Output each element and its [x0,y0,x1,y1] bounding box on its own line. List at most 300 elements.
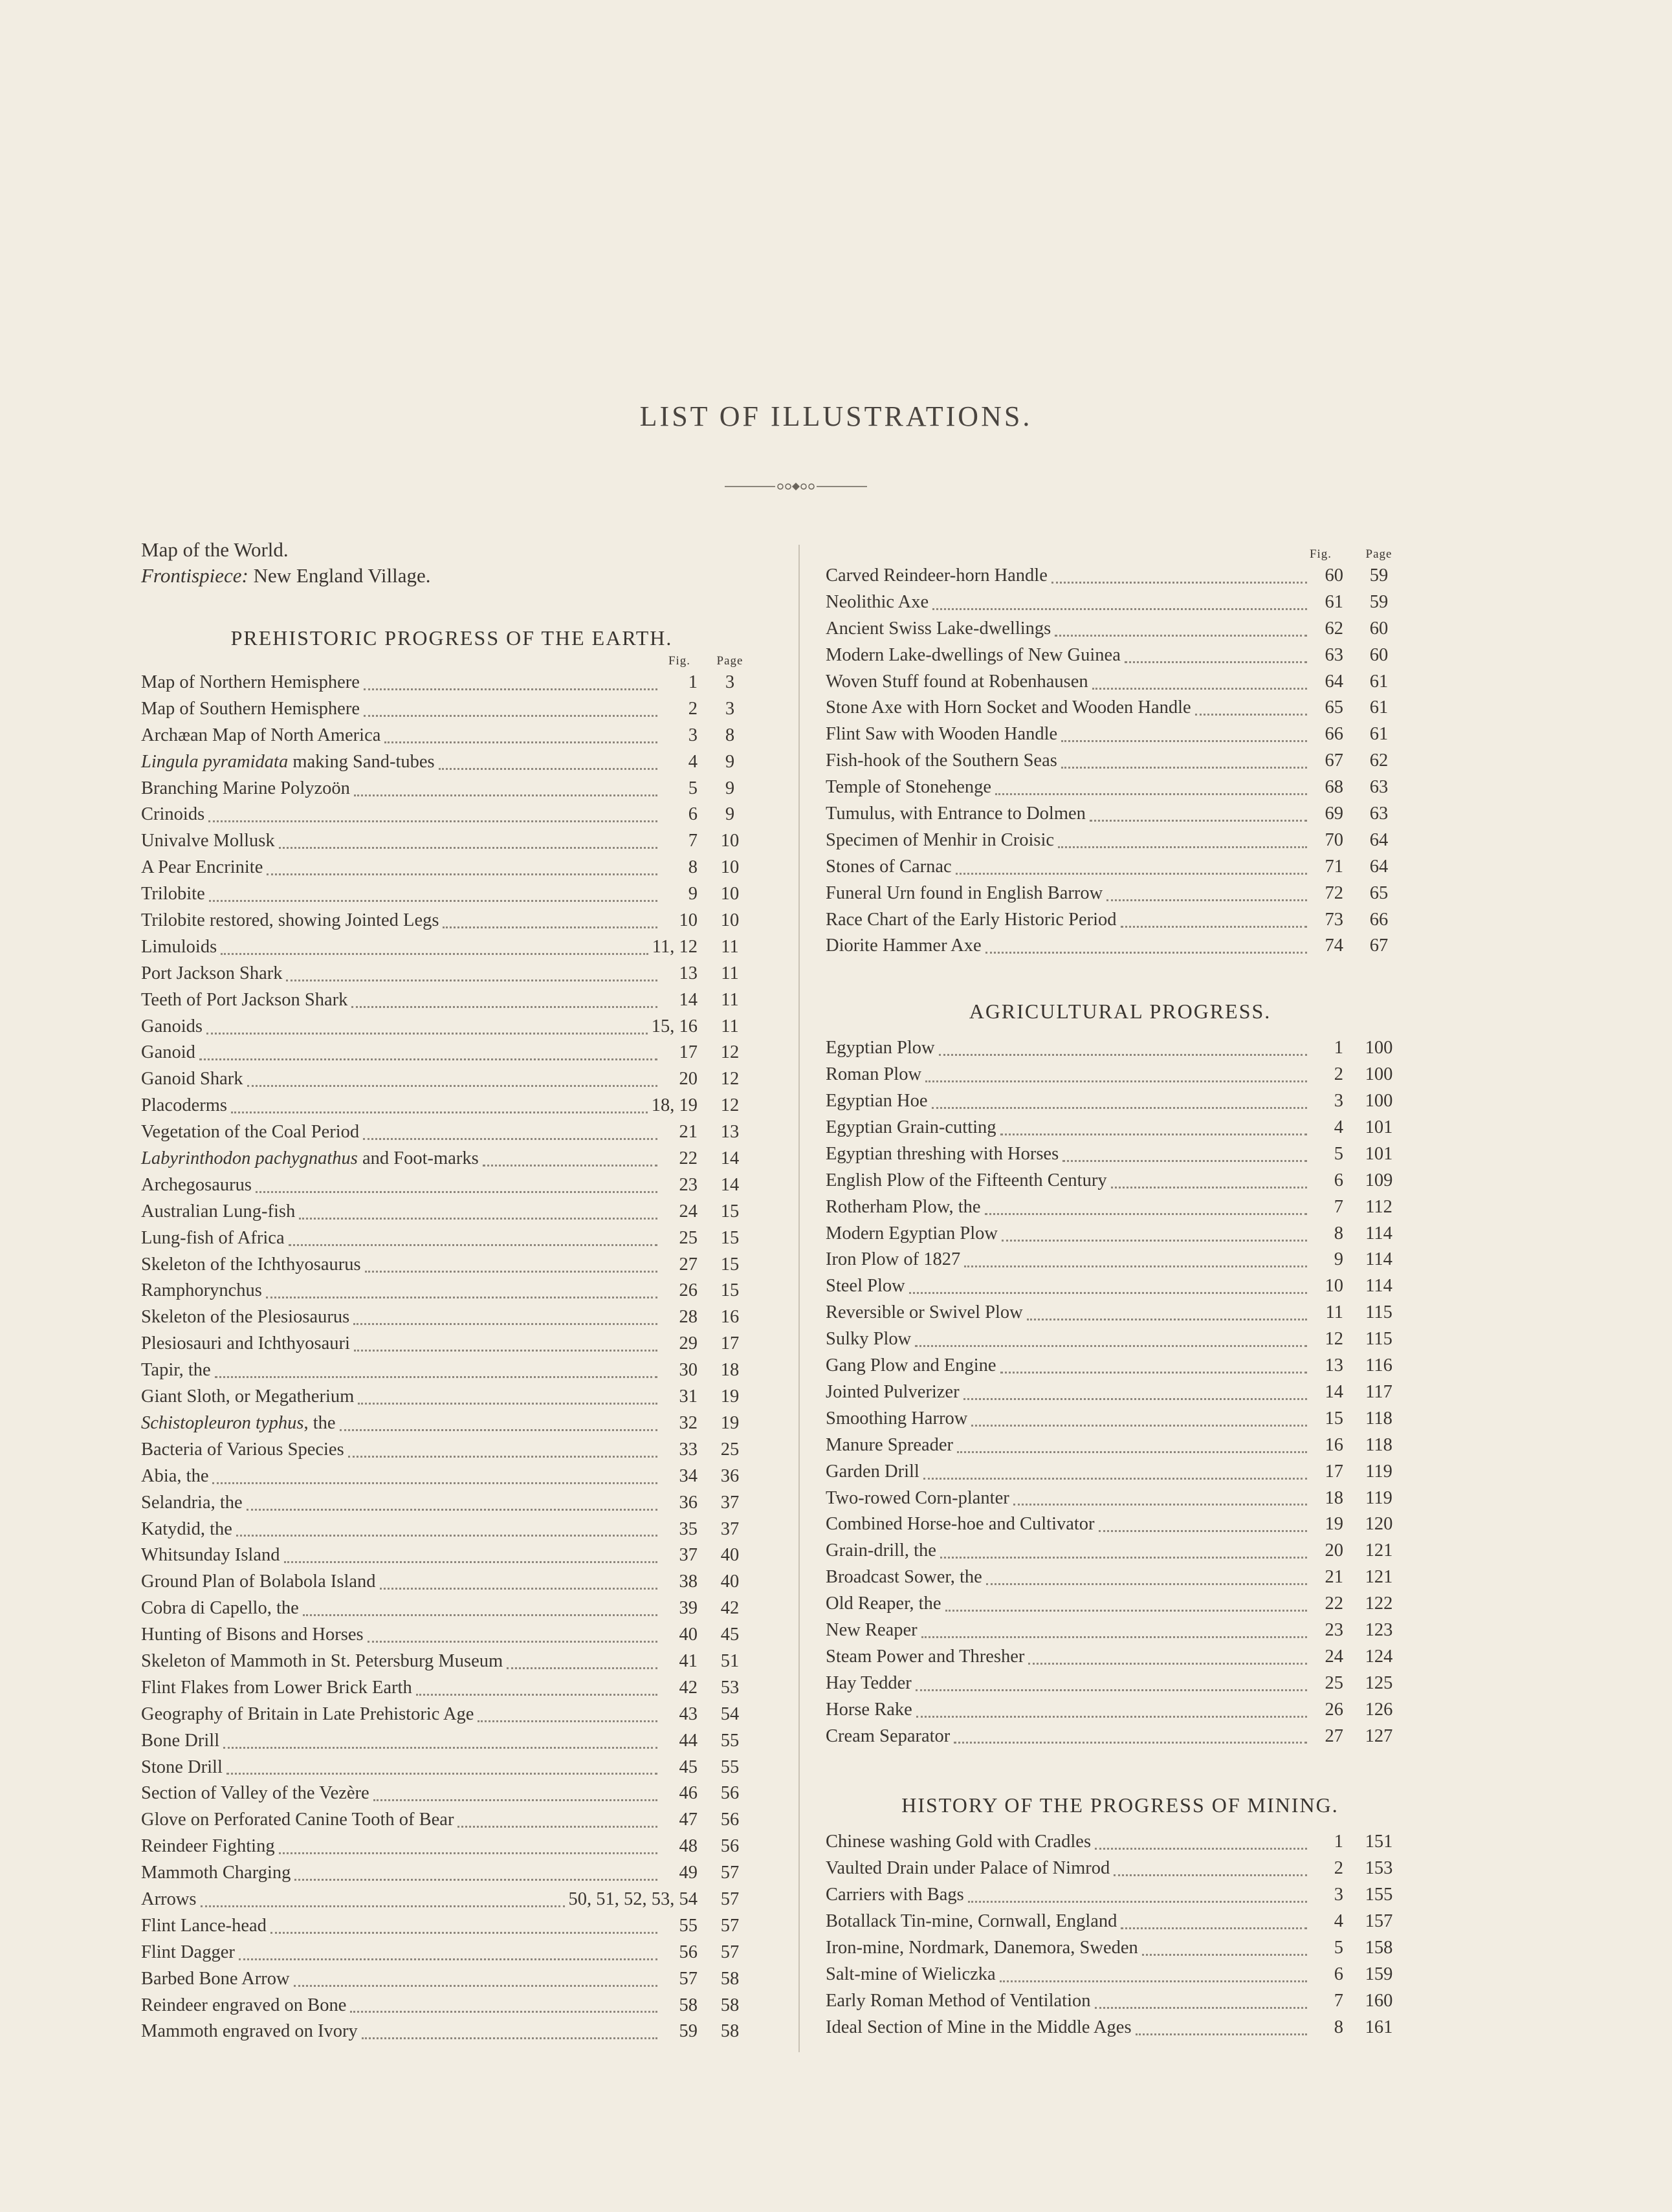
dot-leader [363,1138,657,1140]
list-item [826,1432,1414,1459]
figure-number: 22 [679,1148,698,1169]
page-number: 11 [721,936,739,957]
dot-leader [945,1610,1307,1612]
figure-number: 66 [1325,724,1343,745]
dot-leader [416,1694,657,1696]
entry-title: Two-rowed Corn-planter [826,1487,1009,1508]
figure-number: 33 [679,1439,698,1460]
page-number: 61 [1369,697,1389,718]
page-number: 120 [1365,1514,1393,1535]
figure-number: 7 [688,831,698,851]
figure-number: 48 [679,1836,698,1857]
page-number: 126 [1365,1699,1393,1720]
page-number: 10 [720,884,740,904]
entry-title: Flint Flakes from Lower Brick Earth [141,1677,412,1698]
list-item [141,1648,762,1675]
dot-leader [957,1451,1307,1453]
list-item [826,1300,1414,1326]
dot-leader [380,1588,657,1590]
page-number: 109 [1365,1170,1393,1190]
figure-number: 12 [1325,1329,1343,1350]
page-number: 119 [1365,1461,1392,1482]
list-item [826,1379,1414,1406]
list-item [141,1542,762,1569]
dot-leader [364,688,657,690]
entry-title: English Plow of the Fifteenth Century [826,1170,1107,1190]
figure-number: 26 [679,1280,698,1301]
page-number: 8 [725,725,735,745]
entry-title: Botallack Tin-mine, Cornwall, England [826,1911,1117,1932]
figure-number: 36 [679,1492,698,1513]
list-item [826,881,1414,907]
page-number: 157 [1365,1911,1393,1932]
dot-leader [1013,1504,1307,1506]
figure-number: 28 [679,1307,698,1328]
page-number: 121 [1365,1540,1393,1561]
page-number: 15 [720,1201,740,1221]
figure-number: 57 [679,1968,698,1989]
page-number: 9 [725,778,735,798]
list-item [826,1909,1414,1935]
list-item [141,1225,762,1252]
page-number: 63 [1369,804,1389,824]
dot-leader [384,741,657,743]
dot-leader [208,820,657,822]
entry-title: Reversible or Swivel Plow [826,1302,1023,1323]
dot-leader [1055,635,1307,637]
figure-number: 15, 16 [651,1016,698,1036]
dot-leader [995,793,1307,795]
entry-title: Iron-mine, Nordmark, Danemora, Sweden [826,1937,1138,1958]
page-number: 66 [1369,909,1389,930]
dot-leader [457,1826,657,1828]
list-item [141,1384,762,1410]
figure-number: 4 [1334,1911,1343,1932]
entry-title: Carriers with Bags [826,1885,964,1905]
entry-title: Sulky Plow [826,1329,912,1350]
entry-title: Steam Power and Thresher [826,1646,1025,1667]
figure-number: 71 [1325,856,1343,877]
page-number: 15 [720,1280,740,1301]
figure-number: 64 [1325,671,1343,692]
figure-number: 27 [1325,1725,1343,1746]
section-title-mining: HISTORY OF THE PROGRESS OF MINING. [901,1793,1339,1817]
figure-number: 24 [679,1201,698,1221]
list-item [141,961,762,987]
page-number: 15 [720,1227,740,1248]
figure-number: 14 [679,989,698,1010]
entry-title: Univalve Mollusk [141,831,275,851]
page-number: 37 [720,1492,740,1513]
dot-leader [1061,740,1307,742]
list-item [826,854,1414,881]
page-number: 159 [1365,1964,1393,1984]
page-number: 40 [720,1571,740,1592]
page-number: 127 [1365,1725,1393,1746]
figure-number: 24 [1325,1646,1343,1667]
dot-leader [231,1111,648,1113]
dot-leader [267,873,657,875]
list-item [826,1459,1414,1485]
entry-title: Chinese washing Gold with Cradles [826,1832,1092,1852]
figure-number: 72 [1325,882,1343,903]
dot-leader [986,1583,1307,1585]
figure-number: 1 [1334,1832,1343,1852]
list-item [826,1247,1414,1273]
list-item [826,642,1414,669]
entry-title: Grain-drill, the [826,1540,936,1561]
entry-title: Ramphorynchus [141,1280,262,1301]
list-item [826,1168,1414,1194]
entry-title: Reindeer Fighting [141,1836,275,1857]
list-item [141,1146,762,1172]
list-item [826,1829,1414,1856]
dot-leader [247,1085,657,1087]
dot-leader [303,1614,657,1616]
dot-leader [206,1033,648,1035]
page-number: 60 [1369,618,1389,639]
figure-number: 13 [679,963,698,983]
list-item [141,1252,762,1278]
page-number: 40 [720,1545,740,1566]
page-number: 65 [1369,882,1389,903]
right-column [826,543,1414,2041]
dot-leader [954,1742,1307,1744]
list-item [826,1856,1414,1882]
figure-number: 10 [679,910,698,931]
entry-title: Ancient Swiss Lake-dwellings [826,618,1051,639]
figure-number: 8 [1334,1223,1343,1243]
entry-title: Flint Lance-head [141,1915,267,1936]
list-item [826,589,1414,616]
dot-leader [1027,1319,1307,1320]
dot-leader [284,1561,657,1563]
entry-title: A Pear Encrinite [141,857,263,878]
dot-leader [925,1080,1307,1082]
figure-number: 3 [1334,1091,1343,1111]
entry-title: Mammoth Charging [141,1863,291,1883]
list-item [141,1675,762,1702]
figure-number: 2 [1334,1064,1343,1085]
entry-title: Fish-hook of the Southern Seas [826,750,1057,771]
page-number: 67 [1369,936,1389,956]
figure-number: 69 [1325,804,1343,824]
page-number: 101 [1365,1143,1393,1164]
list-item [141,1940,762,1966]
entry-title: Schistopleuron typhus, the [141,1412,336,1433]
dot-leader [365,1271,657,1273]
dot-leader [256,1191,657,1193]
entry-title: Modern Lake-dwellings of New Guinea [826,644,1121,665]
dot-leader [1062,1160,1307,1162]
figure-number: 5 [1334,1143,1343,1164]
dot-leader [362,2037,657,2039]
list-item [141,1357,762,1384]
list-item [141,1304,762,1331]
entry-title: Horse Rake [826,1699,912,1720]
dot-leader [915,1345,1307,1347]
figure-number: 5 [1334,1937,1343,1958]
entry-title: Temple of Stonehenge [826,777,992,798]
figure-number: 15 [1325,1408,1343,1429]
list-item [141,828,762,855]
list-item [826,1670,1414,1697]
entry-title: Modern Egyptian Plow [826,1223,998,1243]
entry-title: Iron Plow of 1827 [826,1249,961,1270]
page-number: 19 [720,1386,740,1407]
entry-title: Reindeer engraved on Bone [141,1995,347,2015]
figure-number: 70 [1325,829,1343,850]
entry-title: Ganoid [141,1042,195,1063]
figure-number: 3 [1334,1885,1343,1905]
figure-number: 43 [679,1703,698,1724]
figure-number: 73 [1325,909,1343,930]
dot-leader [239,1958,657,1960]
figure-number: 41 [679,1650,698,1671]
map-of-world-entry: Map of the World. [141,538,289,561]
entry-title: Selandria, the [141,1492,243,1513]
page-number: 12 [720,1069,740,1090]
page-number: 151 [1365,1832,1393,1852]
dot-leader [1125,661,1307,663]
list-item [141,749,762,776]
dot-leader [1114,1874,1307,1876]
dot-leader [294,1985,657,1987]
dot-leader [286,980,657,981]
dot-leader [1121,926,1307,928]
page-number: 155 [1365,1885,1393,1905]
figure-number: 31 [679,1386,698,1407]
list-item [826,1194,1414,1221]
page-number: 55 [720,1757,740,1777]
column-header [826,546,1414,563]
entry-title: Smoothing Harrow [826,1408,968,1429]
dot-leader [212,1482,657,1484]
entry-title: Archæan Map of North America [141,725,381,745]
list-item [141,908,762,934]
figure-number: 23 [679,1174,698,1195]
entry-title: Rotherham Plow, the [826,1196,981,1217]
entry-title: Australian Lung-fish [141,1201,296,1221]
page-number: 17 [720,1333,740,1354]
list-item [826,933,1414,959]
dot-leader [1051,582,1307,584]
dot-leader [351,1006,657,1008]
dot-leader [199,1058,657,1060]
figure-number: 68 [1325,777,1343,798]
dot-leader [215,1376,657,1378]
list-item [141,1595,762,1622]
list-item [826,774,1414,801]
page-number: 15 [720,1254,740,1275]
page-number: 10 [720,910,740,931]
figure-number: 25 [679,1227,698,1248]
page-number: 9 [725,751,735,772]
page-number: 57 [720,1889,740,1909]
dot-leader [956,873,1307,875]
figure-number: 21 [679,1122,698,1143]
list-item [826,1273,1414,1300]
entry-title: Egyptian Hoe [826,1091,928,1111]
dot-leader [201,1905,565,1907]
figure-number: 8 [688,857,698,878]
figure-number: 27 [679,1254,698,1275]
dot-leader [1000,1980,1307,1982]
list-item [141,1887,762,1913]
figure-number: 2 [688,698,698,719]
figure-number: 47 [679,1810,698,1830]
entry-title: Skeleton of Mammoth in St. Petersburg Museum [141,1650,503,1671]
figure-number: 44 [679,1730,698,1751]
page-number: 161 [1365,2017,1393,2037]
column-divider [798,545,800,2052]
entry-title: Tapir, the [141,1360,211,1381]
page-number: 114 [1365,1223,1392,1243]
dot-leader [1136,2033,1307,2035]
list-item [826,1591,1414,1617]
figure-number: 59 [679,2021,698,2042]
page-number: 51 [720,1650,740,1671]
list-item [826,1353,1414,1379]
figure-number: 5 [688,778,698,798]
page-number: 115 [1365,1329,1392,1350]
page-number: 100 [1365,1064,1393,1085]
figure-number: 6 [1334,1170,1343,1190]
page-number: 56 [720,1810,740,1830]
dot-leader [940,1557,1307,1559]
dot-leader [1000,1372,1307,1374]
page-header: Page [716,654,743,668]
dot-leader [507,1667,657,1669]
page-number: 3 [725,698,735,719]
figure-number: 61 [1325,591,1343,612]
entry-title: Lung-fish of Africa [141,1227,285,1248]
list-item [141,1066,762,1093]
page-number: 64 [1369,829,1389,850]
list-item [141,1463,762,1490]
list-item [141,1278,762,1304]
entry-title: Cream Separator [826,1725,951,1746]
figure-number: 62 [1325,618,1343,639]
frontispiece-entry [141,563,762,589]
list-item [141,1172,762,1199]
list-item [141,1993,762,2019]
figure-number: 23 [1325,1619,1343,1640]
figure-number: 46 [679,1783,698,1804]
page-number: 11 [721,989,739,1010]
figure-number: 9 [1334,1249,1343,1270]
figure-number: 42 [679,1677,698,1698]
list-item [826,1538,1414,1564]
figure-number: 29 [679,1333,698,1354]
dot-leader [270,1932,657,1934]
entry-title: Steel Plow [826,1276,905,1297]
dot-leader [1106,899,1307,901]
figure-number: 35 [679,1518,698,1539]
figure-number: 50, 51, 52, 53, 54 [568,1889,698,1909]
dot-leader [209,900,657,902]
dot-leader [483,1165,657,1166]
list-item [141,1702,762,1728]
dot-leader [354,794,657,796]
page-number: 117 [1365,1381,1392,1402]
page-number: 158 [1365,1937,1393,1958]
dot-leader [1058,846,1307,848]
list-item [141,1569,762,1595]
entry-title: Plesiosauri and Ichthyosauri [141,1333,350,1354]
page-number: 54 [720,1703,740,1724]
entry-title: Flint Saw with Wooden Handle [826,724,1058,745]
list-item [141,696,762,723]
dot-leader [1099,1530,1307,1532]
figure-number: 6 [1334,1964,1343,1984]
figure-number: 4 [1334,1117,1343,1138]
dot-leader [968,1901,1307,1903]
entry-title: Vegetation of the Coal Period [141,1122,360,1143]
figure-number: 58 [679,1995,698,2015]
figure-number: 3 [688,725,698,745]
page-number: 100 [1365,1091,1393,1111]
entry-title: Egyptian threshing with Horses [826,1143,1059,1164]
entry-title: Neolithic Axe [826,591,929,612]
page-number: 56 [720,1783,740,1804]
figure-number: 1 [1334,1038,1343,1058]
figure-number: 40 [679,1625,698,1645]
entry-title: Katydid, the [141,1518,232,1539]
page-number: 57 [720,1942,740,1962]
page-number: 59 [1369,591,1389,612]
list-item [826,1564,1414,1591]
entry-title: Race Chart of the Early Historic Period [826,909,1117,930]
list-item [826,721,1414,748]
page-number: 19 [720,1412,740,1433]
list-item [141,881,762,908]
list-item [826,1326,1414,1353]
list-item [141,1780,762,1807]
dot-leader [939,1054,1307,1056]
dot-leader [1095,1848,1307,1850]
section-title-agricultural: AGRICULTURAL PROGRESS. [969,1000,1271,1024]
list-item [141,934,762,961]
dot-leader [985,952,1307,954]
page-number: 53 [720,1677,740,1698]
page-number: 58 [720,1995,740,2015]
figure-number: 9 [688,884,698,904]
list-item [826,1088,1414,1115]
page-number: 119 [1365,1487,1392,1508]
dot-leader [971,1425,1307,1427]
figure-number: 10 [1325,1276,1343,1297]
list-item [826,907,1414,934]
page-number: 61 [1369,724,1389,745]
page-number: 60 [1369,644,1389,665]
list-item [826,563,1414,589]
dot-leader [294,1879,657,1881]
page-number: 153 [1365,1858,1393,1879]
page-number: 63 [1369,777,1389,798]
page-number: 37 [720,1518,740,1539]
list-item [141,1807,762,1834]
dot-leader [1002,1240,1307,1242]
mining-list [826,1829,1414,2041]
page-number: 11 [721,963,739,983]
entry-title: Barbed Bone Arrow [141,1968,290,1989]
entry-title: New Reaper [826,1619,918,1640]
dot-leader [964,1265,1307,1267]
list-item [141,1410,762,1437]
dot-leader [299,1218,657,1220]
list-item [826,748,1414,774]
